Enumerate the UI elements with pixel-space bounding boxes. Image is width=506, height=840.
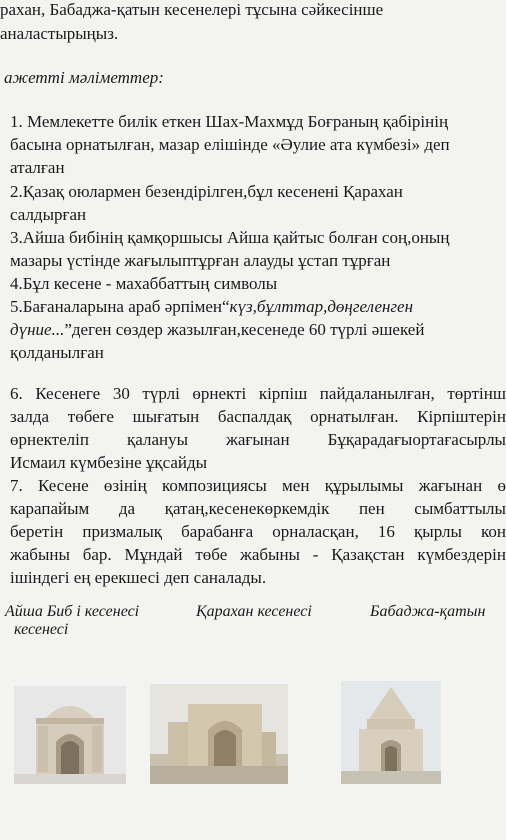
line3-word: беретін [10, 522, 64, 541]
line1-word: өзінің [103, 476, 147, 495]
line1-word: Кесенеге [35, 384, 101, 403]
line2-word: орнатылған. [310, 407, 399, 426]
line3-word: қалануы [127, 430, 189, 449]
item-5-rest: ”деген сөздер жазылған,кесенеде 60 түрлі әшекей [64, 320, 425, 339]
line3-word: 16 [377, 522, 395, 541]
line1-word: 6. [10, 384, 23, 403]
line1-word: Кесене [38, 476, 89, 495]
line3-word: Бұқарадағыортағасырлы [327, 430, 506, 449]
photo-babaji-khatun [341, 681, 441, 784]
item-7-line-2 [10, 499, 506, 519]
line3-word: жағынан [226, 430, 290, 449]
item-3-line-2: мазары үстінде жағылыптұрған алауды ұстап тұрған [10, 251, 391, 270]
item-7-line-4 [10, 545, 506, 565]
line1-word: кірпіш [258, 384, 308, 403]
item-6-line-4: Исмаил күмбезіне ұқсайды [10, 453, 208, 472]
item-4-line-1: 4.Бұл кесене - махаббаттың символы [10, 274, 278, 293]
item-5-line-2 [10, 320, 424, 340]
line1-word: пайдаланылған, [319, 384, 435, 403]
item-1-line-1: 1. Мемлекетте билік еткен Шах-Махмұд Боғраның қабірінің [10, 112, 449, 131]
line1-word: төртінш [447, 384, 506, 403]
caption-babaji-2: кесенесі [14, 621, 69, 638]
line4-word: - [312, 545, 319, 564]
item-6-line-2 [10, 407, 506, 427]
line2-word: қатаң,кесенекөркемдік [164, 499, 330, 518]
line2-word: сымбаттылы [414, 499, 506, 518]
task-line-1: рахан, Бабаджа-қатын кесенелері тұсына сәйкесінше [0, 0, 384, 19]
item-5-prefix: 5.Бағаналарына араб әрпімен“ [10, 297, 230, 316]
item-2-line-2: салдырған [10, 205, 87, 224]
item-5-italic-1: күз,бұлттар,дөңгеленген [229, 297, 414, 316]
line2-word: төбеге [67, 407, 114, 426]
item-5-italic-2: дүние... [10, 320, 65, 339]
task-line-2: аналастырыңыз. [0, 24, 119, 43]
item-7-line-1 [10, 476, 506, 496]
line4-word: жабыны [10, 545, 70, 564]
line2-word: залда [10, 407, 50, 426]
line3-word: барабанға [181, 522, 254, 541]
photo-karakhan [150, 684, 288, 784]
item-7-line-5: ішіндегі ең ерекшесі деп саналады. [10, 568, 267, 587]
info-heading: ажетті мәліметтер: [4, 68, 164, 87]
line3-word: орналасқан, [272, 522, 359, 541]
line3-word: призмалық [82, 522, 163, 541]
line2-word: карапайым [10, 499, 90, 518]
item-5-line-3: қолданылған [10, 343, 104, 362]
line2-word: Кірпіштерін [417, 407, 506, 426]
line1-word: түрлі [142, 384, 180, 403]
item-3-line-1: 3.Айша бибінің қамқоршысы Айша қайтыс болған соң,оның [10, 228, 450, 247]
item-7-line-3 [10, 522, 506, 542]
photo-aisha-bibi [14, 686, 126, 784]
line3-word: өрнектеліп [10, 430, 89, 449]
line4-word: төбе [195, 545, 228, 564]
line1-word: өрнекті [192, 384, 247, 403]
line4-word: күмбездерін [417, 545, 506, 564]
line2-word: пен [358, 499, 385, 518]
line4-word: жабыны [240, 545, 300, 564]
line4-word: Мұндай [124, 545, 183, 564]
line4-word: бар. [82, 545, 112, 564]
line3-word: қырлы [414, 522, 462, 541]
line1-word: құрылымы [324, 476, 404, 495]
line2-word: шығатын [132, 407, 200, 426]
line2-word: да [118, 499, 136, 518]
line1-word: жағынан [418, 476, 483, 495]
item-1-line-2: басына орнатылған, мазар елішінде «Әулие ата күмбезі» деп [10, 135, 450, 154]
line1-word: 30 [112, 384, 130, 403]
line1-word: композициясы [162, 476, 267, 495]
caption-aisha-bibi: Айша Биб і кесенесі [5, 603, 140, 620]
line1-word: мен [282, 476, 310, 495]
item-1-line-3: аталған [10, 158, 65, 177]
item-6-line-3 [10, 430, 506, 450]
item-2-line-1: 2.Қазақ оюлармен безендірілген,бұл кесенені Қарахан [10, 182, 403, 201]
caption-karakhan: Қарахан кесенесі [196, 603, 312, 620]
line1-word: ө [497, 476, 506, 495]
line2-word: баспалдақ [217, 407, 292, 426]
item-5-line-1 [10, 297, 413, 317]
caption-babaji-1: Бабаджа-қатын [370, 603, 486, 620]
line1-word: 7. [10, 476, 23, 495]
line4-word: Қазақстан [331, 545, 405, 564]
item-6-line-1 [10, 384, 506, 404]
line3-word: кон [480, 522, 506, 541]
